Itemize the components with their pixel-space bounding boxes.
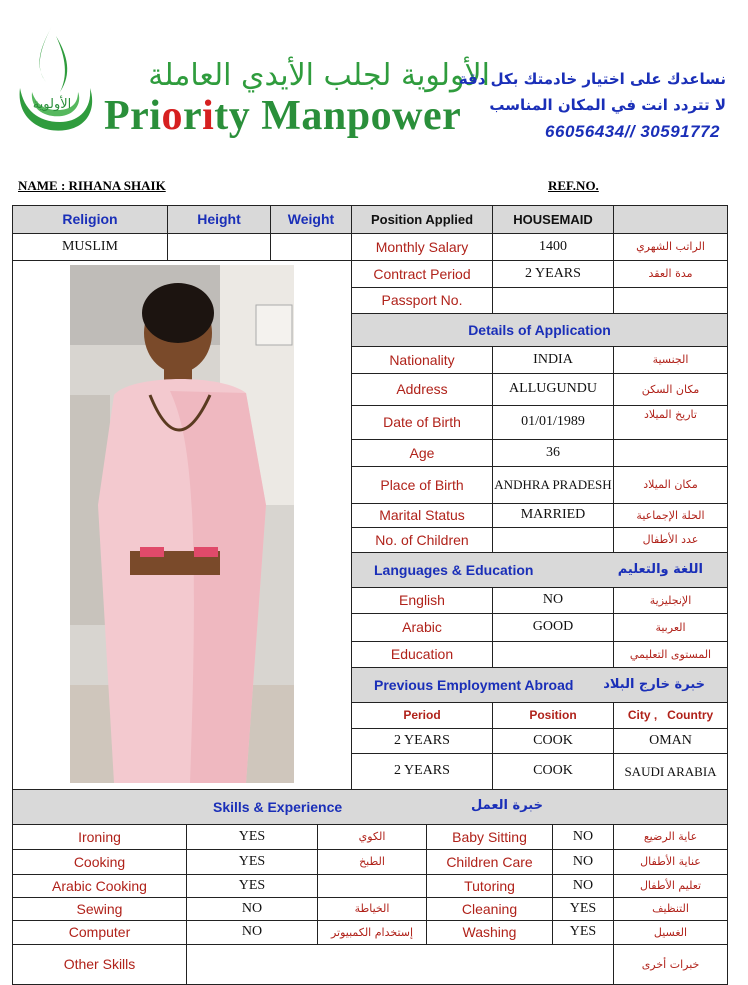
brand-name-arabic: الأولوية لجلب الأيدي العاملة bbox=[148, 58, 490, 93]
arabic-label: Arabic bbox=[351, 613, 493, 642]
passport-ar bbox=[613, 287, 728, 314]
reference-number: REF.NO. bbox=[548, 178, 599, 193]
languages-title-en: Languages & Education bbox=[374, 561, 534, 578]
marital-status-ar: الحلة الإجماعية bbox=[613, 503, 728, 528]
education-label: Education bbox=[351, 641, 493, 668]
skill-left-label-1: Ironing bbox=[12, 824, 187, 850]
position-value: HOUSEMAID bbox=[492, 205, 614, 234]
age-ar bbox=[613, 439, 728, 467]
religion-value: MUSLIM bbox=[12, 233, 168, 261]
skill-left-ar-4: الخياطة bbox=[317, 897, 427, 921]
skills-section-title bbox=[12, 789, 728, 825]
application-section-title: Details of Application bbox=[351, 313, 728, 347]
skill-right-label-3: Tutoring bbox=[426, 874, 553, 898]
other-skills-value bbox=[186, 944, 614, 985]
skill-right-ar-1: عاية الرضيع bbox=[613, 824, 728, 850]
skill-left-label-4: Sewing bbox=[12, 897, 187, 921]
skill-right-label-2: Children Care bbox=[426, 849, 553, 875]
marital-status-label: Marital Status bbox=[351, 503, 493, 528]
age-label: Age bbox=[351, 439, 493, 467]
employment-row-1-period: 2 YEARS bbox=[351, 728, 493, 754]
skill-right-value-5: YES bbox=[552, 920, 614, 945]
candidate-name: NAME : RIHANA SHAIK bbox=[18, 178, 166, 193]
brand-name-english: Priority Manpower bbox=[104, 93, 462, 139]
address-ar: مكان السكن bbox=[613, 373, 728, 406]
employment-title-ar: خبرة خارج البلاد bbox=[603, 677, 705, 693]
nationality-label: Nationality bbox=[351, 346, 493, 374]
skill-right-label-4: Cleaning bbox=[426, 897, 553, 921]
skill-left-ar-3 bbox=[317, 874, 427, 898]
skill-left-label-2: Cooking bbox=[12, 849, 187, 875]
skill-right-label-1: Baby Sitting bbox=[426, 824, 553, 850]
monthly-salary-label: Monthly Salary bbox=[351, 233, 493, 261]
svg-text:الأولوية: الأولوية bbox=[32, 97, 72, 112]
arabic-ar: العربية bbox=[613, 613, 728, 642]
employment-section-title bbox=[351, 667, 728, 703]
dob-label: Date of Birth bbox=[351, 405, 493, 440]
age-value: 36 bbox=[492, 439, 614, 467]
height-value bbox=[167, 233, 271, 261]
skill-left-ar-2: الطبخ bbox=[317, 849, 427, 875]
place-of-birth-value: ANDHRA PRADESH bbox=[492, 466, 614, 504]
weight-header: Weight bbox=[270, 205, 352, 234]
education-value bbox=[492, 641, 614, 668]
education-ar: المستوى التعليمي bbox=[613, 641, 728, 668]
skill-right-ar-5: الغسيل bbox=[613, 920, 728, 945]
skill-right-ar-3: تعليم الأطفال bbox=[613, 874, 728, 898]
tagline-1: نساعدك على اختيار خادمتك بكل دقة bbox=[458, 70, 726, 88]
skill-right-value-4: YES bbox=[552, 897, 614, 921]
marital-status-value: MARRIED bbox=[492, 503, 614, 528]
english-ar: الإنجليزية bbox=[613, 587, 728, 614]
nationality-value: INDIA bbox=[492, 346, 614, 374]
phone-numbers: 66056434// 30591772 bbox=[545, 122, 720, 141]
skill-left-value-3: YES bbox=[186, 874, 318, 898]
contract-period-ar: مدة العقد bbox=[613, 260, 728, 288]
passport-value bbox=[492, 287, 614, 314]
contract-period-label: Contract Period bbox=[351, 260, 493, 288]
skill-left-ar-1: الكوي bbox=[317, 824, 427, 850]
children-label: No. of Children bbox=[351, 527, 493, 553]
place-of-birth-ar: مكان الميلاد bbox=[613, 466, 728, 504]
skill-left-ar-5: إستخدام الكمبيوتر bbox=[317, 920, 427, 945]
arabic-value: GOOD bbox=[492, 613, 614, 642]
english-label: English bbox=[351, 587, 493, 614]
skill-left-label-3: Arabic Cooking bbox=[12, 874, 187, 898]
dob-value: 01/01/1989 bbox=[492, 405, 614, 440]
employment-col-position: Position bbox=[492, 702, 614, 729]
skill-left-value-1: YES bbox=[186, 824, 318, 850]
skill-right-ar-2: عناية الأطفال bbox=[613, 849, 728, 875]
skill-right-label-5: Washing bbox=[426, 920, 553, 945]
employment-row-1-position: COOK bbox=[492, 728, 614, 754]
languages-section-title bbox=[351, 552, 728, 588]
skill-left-value-5: NO bbox=[186, 920, 318, 945]
skill-left-label-5: Computer bbox=[12, 920, 187, 945]
dob-ar: تاريخ الميلاد bbox=[613, 405, 728, 440]
languages-title-ar: اللغة والتعليم bbox=[617, 562, 703, 578]
english-value: NO bbox=[492, 587, 614, 614]
children-ar: عدد الأطفال bbox=[613, 527, 728, 553]
address-value: ALLUGUNDU bbox=[492, 373, 614, 406]
passport-label: Passport No. bbox=[351, 287, 493, 314]
position-applied-header: Position Applied bbox=[351, 205, 493, 234]
employment-row-2-period: 2 YEARS bbox=[351, 753, 493, 790]
monthly-salary-value: 1400 bbox=[492, 233, 614, 261]
nationality-ar: الجنسية bbox=[613, 346, 728, 374]
place-of-birth-label: Place of Birth bbox=[351, 466, 493, 504]
employment-col-country: City , Country bbox=[613, 702, 728, 729]
skill-right-value-2: NO bbox=[552, 849, 614, 875]
skill-left-value-2: YES bbox=[186, 849, 318, 875]
contract-period-value: 2 YEARS bbox=[492, 260, 614, 288]
candidate-photo bbox=[70, 265, 294, 783]
other-skills-ar: خبرات أخرى bbox=[613, 944, 728, 985]
blank-header-cell bbox=[613, 205, 728, 234]
employment-row-2-country: SAUDI ARABIA bbox=[613, 753, 728, 790]
employment-title-en: Previous Employment Abroad bbox=[374, 676, 574, 693]
skill-right-ar-4: التنظيف bbox=[613, 897, 728, 921]
other-skills-label: Other Skills bbox=[12, 944, 187, 985]
skill-right-value-3: NO bbox=[552, 874, 614, 898]
height-header: Height bbox=[167, 205, 271, 234]
weight-value bbox=[270, 233, 352, 261]
skills-title-en: Skills & Experience bbox=[213, 799, 343, 815]
company-logo-icon bbox=[6, 22, 98, 140]
skills-title-ar: خبرة العمل bbox=[471, 798, 543, 813]
skill-right-value-1: NO bbox=[552, 824, 614, 850]
monthly-salary-ar: الراتب الشهري bbox=[613, 233, 728, 261]
children-value bbox=[492, 527, 614, 553]
employment-row-1-country: OMAN bbox=[613, 728, 728, 754]
employment-col-period: Period bbox=[351, 702, 493, 729]
skill-left-value-4: NO bbox=[186, 897, 318, 921]
religion-header: Religion bbox=[12, 205, 168, 234]
tagline-2: لا تتردد انت في المكان المناسب bbox=[489, 96, 726, 114]
employment-row-2-position: COOK bbox=[492, 753, 614, 790]
address-label: Address bbox=[351, 373, 493, 406]
